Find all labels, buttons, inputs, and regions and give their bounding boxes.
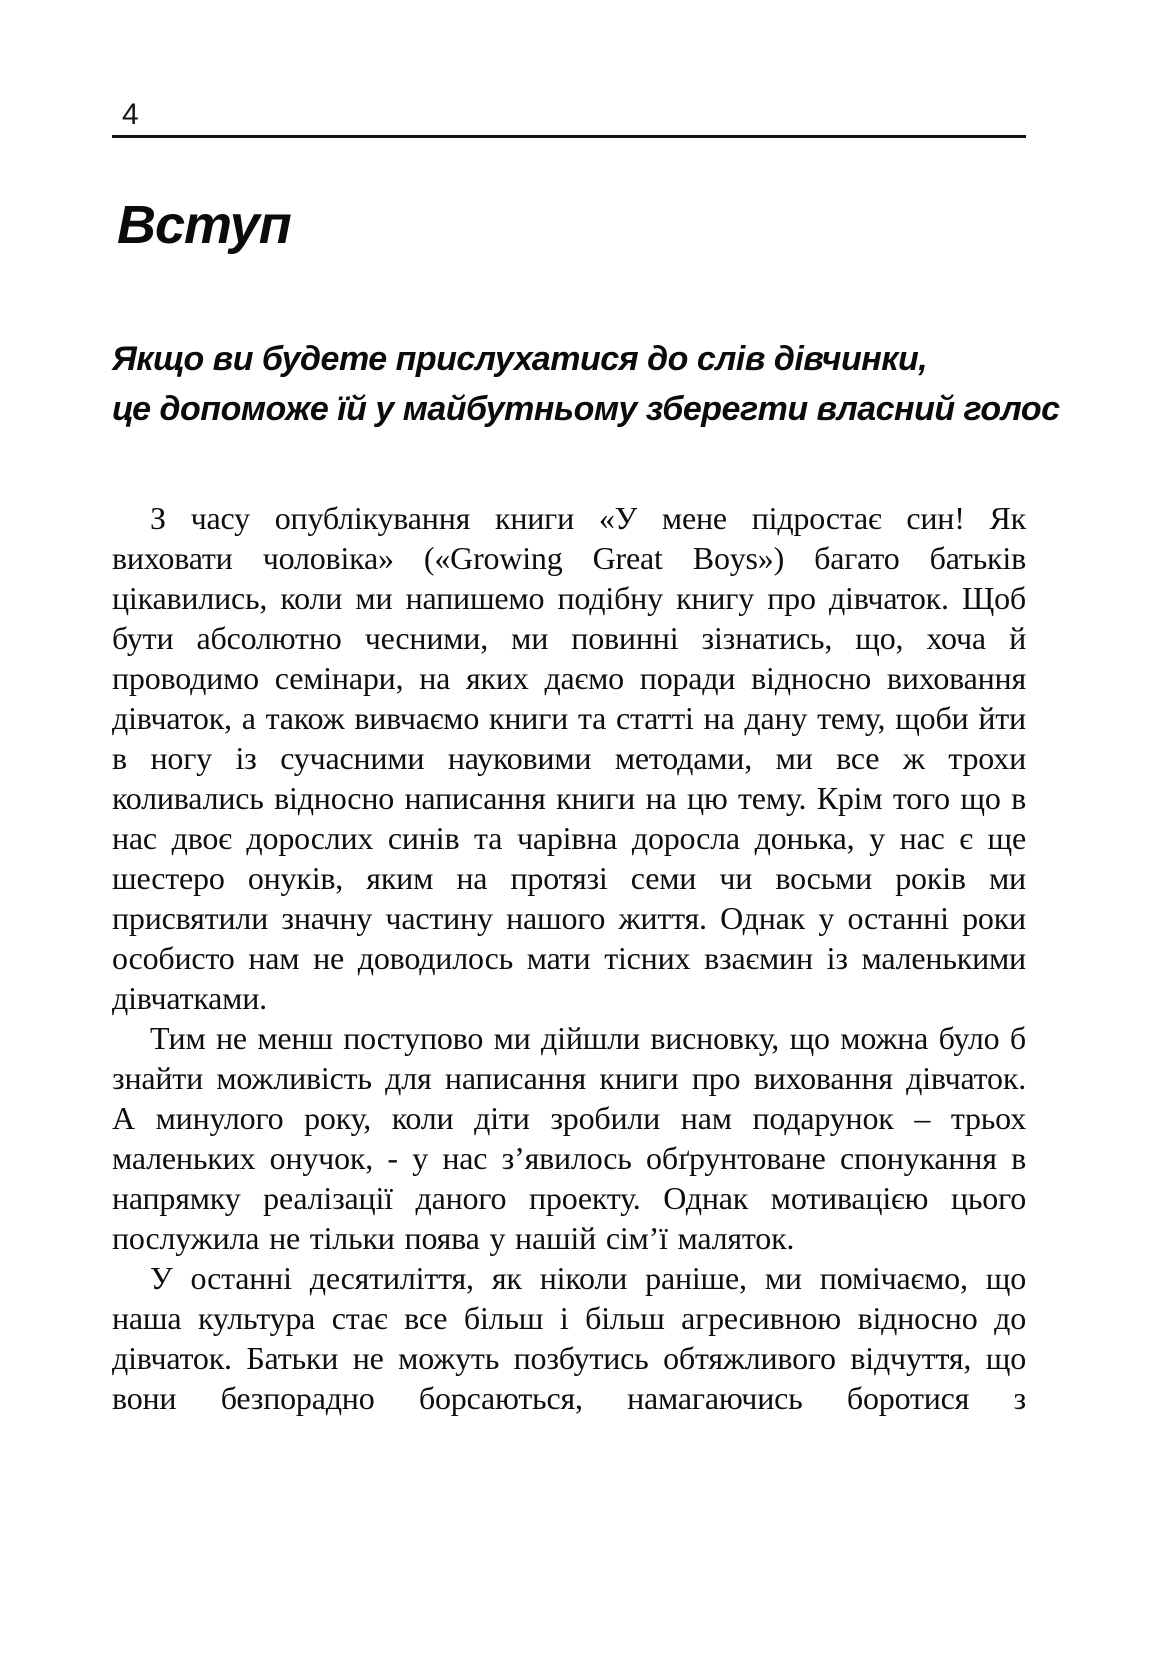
body-text — [112, 498, 1026, 1418]
header-rule — [112, 135, 1026, 138]
epigraph — [112, 334, 1060, 434]
page-number: 4 — [122, 98, 139, 131]
epigraph-line-1: Якщо ви будете прислухатися до слів дівчинки, — [112, 340, 928, 378]
page-content — [112, 98, 1060, 1418]
body-paragraph-1: З часу опублікування книги «У мене підростає син! Як виховати чоловіка» («Growing Great Boys») багато батьків цікавились, коли ми напишемо подібну книгу про дівчаток. Щоб бути абсолютно чесними, ми повинні зізнатись, що, хоча й проводимо семінари, на яких даємо поради відносно виховання дівчаток, а також вивчаємо книги та статті на дану тему, щоби йти в ногу із сучасними науковими методами, ми все ж трохи коливались відносно написання книги на цю тему. Крім того що в нас двоє дорослих синів та чарівна доросла донька, у нас є ще шестеро онуків, яким на протязі семи чи восьми років ми присвятили значну частину нашого життя. Однак у останні роки особисто нам не доводилось мати тісних взаємин із маленькими дівчатками. — [112, 500, 1026, 1016]
body-paragraph-2: Тим не менш поступово ми дійшли висновку, що можна було б знайти можливість для написання книги про виховання дівчаток. А минулого року, коли діти зробили нам подарунок – трьох маленьких онучок, - у нас з’явилось обґрунтоване спонукання в напрямку реалізації даного проекту. Однак мотивацією цього послужила не тільки поява у нашій сім’ї маляток. — [112, 1020, 1026, 1256]
epigraph-line-2: це допоможе їй у майбутньому зберегти власний голос — [112, 390, 1060, 428]
chapter-title: Вступ — [117, 195, 291, 255]
body-paragraph-3: У останні десятиліття, як ніколи раніше, ми помічаємо, що наша культура стає все більш і більш агресивною відносно до дівчаток. Батьки не можуть позбутись обтяжливого відчуття, що вони безпорадно борсаються, намагаючись боротися з — [112, 1260, 1026, 1416]
